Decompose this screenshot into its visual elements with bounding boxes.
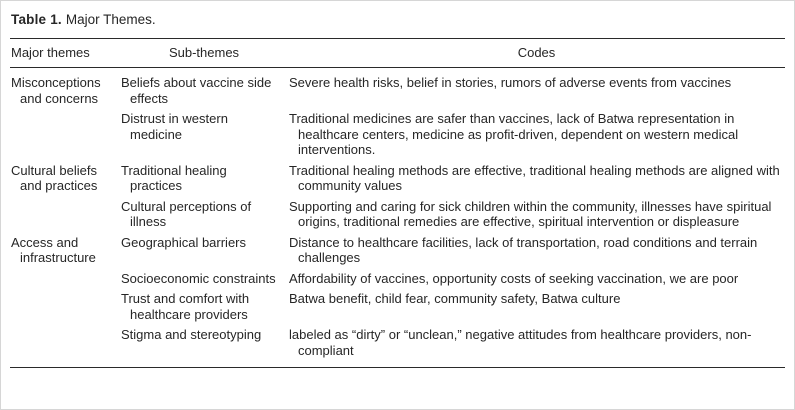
table-row (10, 163, 785, 194)
sub-theme-cell: Distrust in western medicine (121, 111, 228, 142)
column-header-codes: Codes (517, 45, 556, 60)
sub-theme-cell: Socioeconomic constraints (121, 270, 276, 286)
table-row (10, 271, 785, 287)
table-row (10, 111, 785, 158)
table-row (10, 199, 785, 230)
major-theme-cell (10, 291, 120, 322)
codes-cell: labeled as “dirty” or “unclean,” negative attitudes from healthcare providers, non-compliant (289, 327, 752, 358)
major-theme-cell: Access and infrastructure (11, 234, 96, 265)
codes-cell: Supporting and caring for sick children within the community, illnesses have spiritual origins, traditional remedies are effective, spiritual intervention or displeasure (289, 198, 772, 229)
codes-cell: Batwa benefit, child fear, community safety, Batwa culture (289, 291, 621, 306)
sub-theme-cell: Traditional healing practices (121, 162, 227, 193)
codes-cell: Affordability of vaccines, opportunity costs of seeking vaccination, we are poor (289, 270, 739, 286)
major-theme-cell (10, 271, 120, 287)
sub-theme-cell: Stigma and stereotyping (121, 327, 262, 342)
sub-theme-cell: Geographical barriers (121, 234, 247, 250)
table-caption-label: Table 1. (11, 12, 62, 27)
major-themes-table (10, 38, 785, 368)
major-theme-cell: Misconceptions and concerns (11, 75, 101, 106)
codes-cell: Severe health risks, belief in stories, rumors of adverse events from vaccines (289, 75, 732, 90)
table-header-row (10, 38, 785, 68)
major-theme-cell (10, 111, 120, 158)
sub-theme-cell: Beliefs about vaccine side effects (121, 75, 272, 106)
sub-theme-cell: Trust and comfort with healthcare providers (121, 291, 250, 322)
table-body (10, 68, 785, 368)
sub-theme-cell: Cultural perceptions of illness (121, 198, 252, 229)
column-header-major-themes: Major themes (11, 45, 90, 60)
table-row (10, 291, 785, 322)
major-theme-cell: Cultural beliefs and practices (11, 162, 98, 193)
table-row (10, 75, 785, 106)
major-theme-cell (10, 327, 120, 358)
codes-cell: Distance to healthcare facilities, lack of transportation, road conditions and terrain challenges (289, 234, 758, 265)
major-theme-cell (10, 199, 120, 230)
codes-cell: Traditional medicines are safer than vaccines, lack of Batwa representation in healthcare centers, medicine as profit-driven, dependent on western medical interventions. (289, 111, 739, 157)
table-row (10, 235, 785, 266)
codes-cell: Traditional healing methods are effective, traditional healing methods are aligned with community values (289, 162, 780, 193)
table-row (10, 327, 785, 358)
column-header-sub-themes: Sub-themes (168, 45, 240, 60)
table-caption-text: Major Themes. (65, 12, 156, 27)
table-caption (11, 11, 785, 29)
